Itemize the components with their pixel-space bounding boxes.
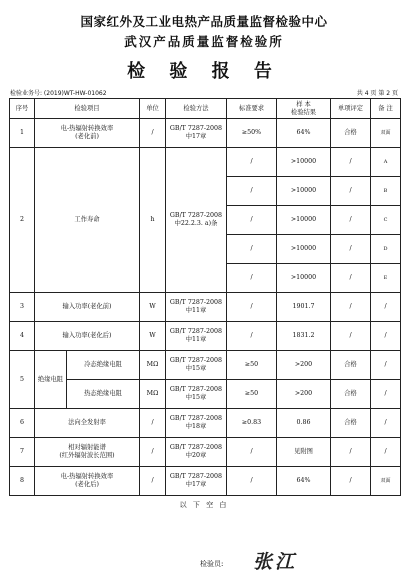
col-header-evaluation: 单项评定	[331, 99, 371, 119]
note-cell: /	[371, 380, 401, 409]
method-cell: GB/T 7287-2008 中17章	[166, 119, 227, 148]
unit-cell: /	[140, 438, 166, 467]
business-number: 检验业务号: (2019)WT-HW-01062	[10, 90, 107, 97]
unit-cell: MΩ	[140, 380, 166, 409]
result-cell: 0.86	[277, 409, 331, 438]
requirement-cell: ≥50%	[227, 119, 277, 148]
unit-cell: MΩ	[140, 351, 166, 380]
result-cell: >10000	[277, 264, 331, 293]
col-header-note: 备 注	[371, 99, 401, 119]
evaluation-cell: 合格	[331, 119, 371, 148]
note-cell: E	[371, 264, 401, 293]
row-number: 7	[10, 438, 35, 467]
result-cell: 1831.2	[277, 322, 331, 351]
col-header-result: 样 本 检验结果	[277, 99, 331, 119]
requirement-cell: /	[227, 293, 277, 322]
method-cell: GB/T 7287-2008 中15章	[166, 351, 227, 380]
evaluation-cell: /	[331, 264, 371, 293]
note-cell: A	[371, 148, 401, 177]
institution-name: 国家红外及工业电热产品质量监督检验中心	[80, 14, 328, 29]
evaluation-cell: /	[331, 322, 371, 351]
method-cell: GB/T 7287-2008 中15章	[166, 380, 227, 409]
method-cell: GB/T 7287-2008 中18章	[166, 409, 227, 438]
table-header-row	[10, 99, 401, 119]
evaluation-cell: /	[331, 206, 371, 235]
evaluation-cell: /	[331, 467, 371, 496]
row-number: 6	[10, 409, 35, 438]
row-number: 2	[10, 148, 35, 293]
evaluation-cell: /	[331, 148, 371, 177]
result-cell: >10000	[277, 235, 331, 264]
unit-cell: /	[140, 409, 166, 438]
test-item: 输入功率(老化前)	[35, 293, 140, 322]
table-row	[10, 119, 401, 148]
result-cell: >10000	[277, 177, 331, 206]
test-item: 相对辐射能谱 (红外辐射波长范围)	[35, 438, 140, 467]
table-row	[10, 438, 401, 467]
table-row	[10, 467, 401, 496]
sub-item: 冷态绝缘电阻	[67, 351, 140, 380]
unit-cell: h	[140, 148, 166, 293]
unit-cell: W	[140, 293, 166, 322]
col-header-no: 序号	[10, 99, 35, 119]
row-number: 4	[10, 322, 35, 351]
evaluation-cell: /	[331, 293, 371, 322]
note-cell: C	[371, 206, 401, 235]
result-cell: 1901.7	[277, 293, 331, 322]
table-row	[10, 322, 401, 351]
table-row	[10, 380, 401, 409]
requirement-cell: ≥0.83	[227, 409, 277, 438]
method-cell: GB/T 7287-2008 中20章	[166, 438, 227, 467]
evaluation-cell: 合格	[331, 409, 371, 438]
requirement-cell: /	[227, 177, 277, 206]
col-header-item: 检验项目	[35, 99, 140, 119]
inspector-signature: 张江	[253, 551, 298, 573]
note-cell: D	[371, 235, 401, 264]
unit-cell: /	[140, 119, 166, 148]
requirement-cell: /	[227, 148, 277, 177]
method-cell: GB/T 7287-2008 中11章	[166, 322, 227, 351]
result-cell: >10000	[277, 148, 331, 177]
row-number: 1	[10, 119, 35, 148]
table-row	[10, 148, 401, 177]
requirement-cell: /	[227, 467, 277, 496]
method-cell: GB/T 7287-2008 中22.2.3. a)条	[166, 148, 227, 293]
report-title: 检 验 报 告	[127, 61, 281, 82]
institute-subtitle: 武汉产品质量监督检验所	[124, 34, 284, 49]
table-row	[10, 409, 401, 438]
requirement-cell: /	[227, 235, 277, 264]
row-number: 5	[10, 351, 35, 409]
sub-item: 热态绝缘电阻	[67, 380, 140, 409]
result-cell: 64%	[277, 467, 331, 496]
evaluation-cell: 合格	[331, 351, 371, 380]
evaluation-cell: /	[331, 235, 371, 264]
method-cell: GB/T 7287-2008 中17章	[166, 467, 227, 496]
note-cell: /	[371, 351, 401, 380]
test-item: 输入功率(老化后)	[35, 322, 140, 351]
inspector-label: 检验员:	[200, 560, 224, 568]
result-cell: 见附图	[277, 438, 331, 467]
requirement-cell: ≥50	[227, 380, 277, 409]
unit-cell: /	[140, 467, 166, 496]
requirement-cell: ≥50	[227, 351, 277, 380]
evaluation-cell: 合格	[331, 380, 371, 409]
test-item: 法向全发射率	[35, 409, 140, 438]
blank-below-note: 以 下 空 白	[179, 501, 229, 509]
note-cell: /	[371, 409, 401, 438]
inspection-table	[9, 98, 401, 496]
method-cell: GB/T 7287-2008 中11章	[166, 293, 227, 322]
requirement-cell: /	[227, 438, 277, 467]
table-row	[10, 293, 401, 322]
col-header-unit: 单位	[140, 99, 166, 119]
test-item: 绝缘电阻	[35, 351, 67, 409]
note-cell: /	[371, 438, 401, 467]
result-cell: >200	[277, 351, 331, 380]
test-item: 工作寿命	[35, 148, 140, 293]
page-indicator: 共 4 页 第 2 页	[356, 90, 398, 97]
evaluation-cell: /	[331, 438, 371, 467]
requirement-cell: /	[227, 322, 277, 351]
row-number: 3	[10, 293, 35, 322]
col-header-method: 检验方法	[166, 99, 227, 119]
row-number: 8	[10, 467, 35, 496]
note-cell: 双面	[371, 467, 401, 496]
evaluation-cell: /	[331, 177, 371, 206]
result-cell: >10000	[277, 206, 331, 235]
requirement-cell: /	[227, 206, 277, 235]
result-cell: >200	[277, 380, 331, 409]
test-item: 电-热辐射转换效率 (老化前)	[35, 119, 140, 148]
note-cell: /	[371, 322, 401, 351]
note-cell: B	[371, 177, 401, 206]
unit-cell: W	[140, 322, 166, 351]
table-row	[10, 351, 401, 380]
result-cell: 64%	[277, 119, 331, 148]
requirement-cell: /	[227, 264, 277, 293]
test-item: 电-热辐射转换效率 (老化后)	[35, 467, 140, 496]
col-header-requirement: 标准要求	[227, 99, 277, 119]
note-cell: 双面	[371, 119, 401, 148]
note-cell: /	[371, 293, 401, 322]
